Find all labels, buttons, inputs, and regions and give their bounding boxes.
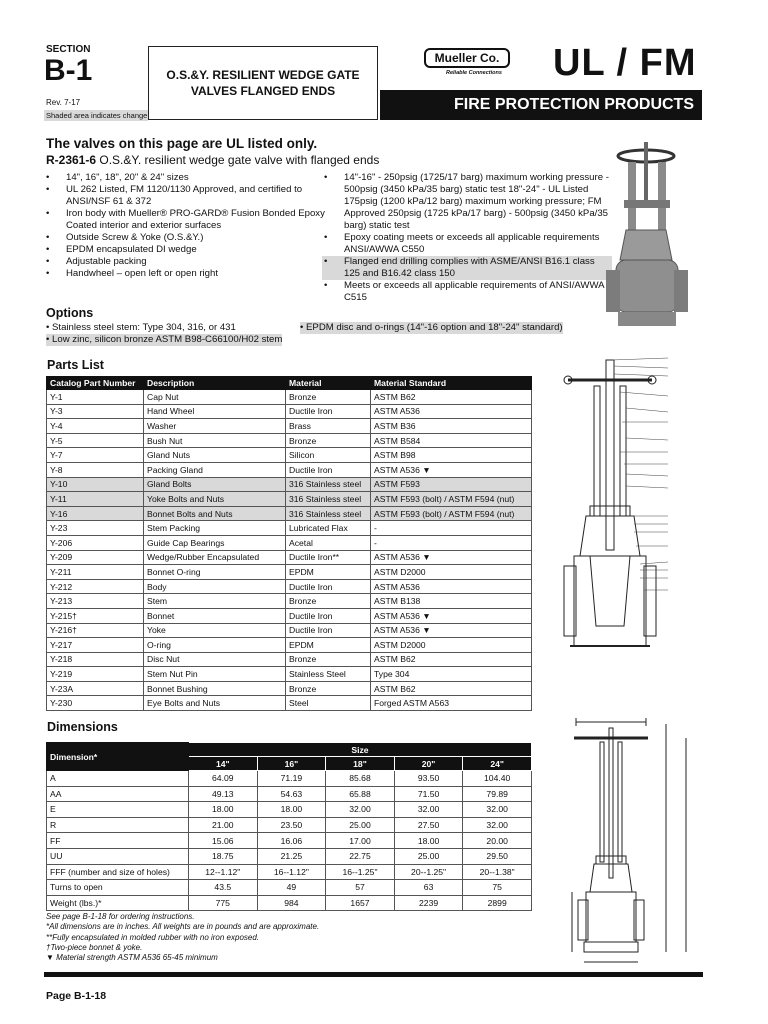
table-cell: 12--1.12" bbox=[189, 864, 258, 880]
table-row bbox=[47, 477, 532, 492]
feature-bullet: • EPDM encapsulated DI wedge bbox=[44, 244, 334, 256]
table-cell: 93.50 bbox=[394, 771, 463, 787]
table-row bbox=[47, 608, 532, 623]
table-cell: Y-218 bbox=[47, 652, 144, 667]
table-cell: 20--1.38" bbox=[463, 864, 532, 880]
table-cell: ASTM F593 (bolt) / ASTM F594 (nut) bbox=[371, 492, 532, 507]
table-cell: Y-16 bbox=[47, 506, 144, 521]
table-cell: 775 bbox=[189, 895, 258, 911]
table-cell: Y-206 bbox=[47, 535, 144, 550]
table-cell: Gland Bolts bbox=[144, 477, 286, 492]
table-row bbox=[47, 404, 532, 419]
table-cell: Stainless Steel bbox=[286, 667, 371, 682]
table-cell: Y-8 bbox=[47, 462, 144, 477]
listed-notice: The valves on this page are UL listed only. bbox=[46, 136, 318, 151]
size-column-header: 14" bbox=[189, 757, 258, 771]
page-title-line1: O.S.&Y. RESILIENT WEDGE GATE bbox=[166, 68, 360, 82]
table-cell: Y-215† bbox=[47, 608, 144, 623]
table-cell: Y-209 bbox=[47, 550, 144, 565]
table-cell: Hand Wheel bbox=[144, 404, 286, 419]
table-cell: 49 bbox=[257, 880, 326, 896]
size-column-header: 16" bbox=[257, 757, 326, 771]
table-cell: ASTM B138 bbox=[371, 594, 532, 609]
table-cell: Cap Nut bbox=[144, 390, 286, 405]
feature-bullet: • 14"-16" - 250psig (1725/17 barg) maximum working pressure - 500psig (3450 kPa/35 barg) static test 18"-24" - UL Listed 175psig (1200 kPa/12 barg) maximum working pressure; FM Approved 250psig (1725 kPa/17 barg) - 500psig (3450 kPa/35 barg) static test bbox=[322, 172, 612, 232]
dimensions-table bbox=[46, 742, 532, 911]
table-cell: Stem Nut Pin bbox=[144, 667, 286, 682]
section-number: B-1 bbox=[44, 54, 93, 87]
table-cell: ASTM A536 bbox=[371, 579, 532, 594]
table-cell: ASTM F593 (bolt) / ASTM F594 (nut) bbox=[371, 506, 532, 521]
table-cell: 20--1.25" bbox=[394, 864, 463, 880]
category-banner: FIRE PROTECTION PRODUCTS bbox=[380, 90, 702, 120]
features-list-left bbox=[44, 172, 334, 280]
table-row bbox=[47, 848, 532, 864]
feature-bullet: • Adjustable packing bbox=[44, 256, 334, 268]
table-row bbox=[47, 880, 532, 896]
table-cell: 18.75 bbox=[189, 848, 258, 864]
table-cell: Y-23A bbox=[47, 681, 144, 696]
feature-bullet: • Outside Screw & Yoke (O.S.&Y.) bbox=[44, 232, 334, 244]
table-row bbox=[47, 521, 532, 536]
feature-bullet: • Flanged end drilling complies with ASME/ANSI B16.1 class 125 and B16.42 class 150 bbox=[322, 256, 612, 280]
table-cell: 57 bbox=[326, 880, 395, 896]
feature-bullet: • Iron body with Mueller® PRO-GARD® Fusion Bonded Epoxy Coated interior and exterior surfaces bbox=[44, 208, 334, 232]
table-row bbox=[47, 864, 532, 880]
table-row bbox=[47, 623, 532, 638]
table-row bbox=[47, 652, 532, 667]
table-cell: 25.00 bbox=[394, 848, 463, 864]
feature-bullet: • Handwheel – open left or open right bbox=[44, 268, 334, 280]
dimension-label: Turns to open bbox=[47, 880, 189, 896]
column-header: Material Standard bbox=[371, 377, 532, 390]
table-cell: Stem Packing bbox=[144, 521, 286, 536]
table-cell: 75 bbox=[463, 880, 532, 896]
table-cell: Yoke bbox=[144, 623, 286, 638]
size-column-header: 20" bbox=[394, 757, 463, 771]
table-cell: Bronze bbox=[286, 433, 371, 448]
table-cell: Type 304 bbox=[371, 667, 532, 682]
model-description: O.S.&Y. resilient wedge gate valve with flanged ends bbox=[99, 153, 380, 167]
table-cell: 32.00 bbox=[463, 817, 532, 833]
size-column-header: 18" bbox=[326, 757, 395, 771]
table-cell: ASTM B98 bbox=[371, 448, 532, 463]
table-cell: Gland Nuts bbox=[144, 448, 286, 463]
revision-label: Rev. 7-17 bbox=[46, 98, 81, 107]
parts-list-heading: Parts List bbox=[47, 358, 104, 372]
table-cell: 2899 bbox=[463, 895, 532, 911]
table-cell: 18.00 bbox=[394, 833, 463, 849]
table-cell: 64.09 bbox=[189, 771, 258, 787]
shaded-change-note: Shaded area indicates change bbox=[46, 111, 148, 120]
table-row bbox=[47, 550, 532, 565]
table-cell: EPDM bbox=[286, 565, 371, 580]
footnote: ▼ Material strength ASTM A536 65-45 minimum bbox=[46, 953, 218, 963]
table-cell: Lubricated Flax bbox=[286, 521, 371, 536]
dimension-label: A bbox=[47, 771, 189, 787]
section-label: SECTION bbox=[46, 44, 91, 55]
table-cell: 16.06 bbox=[257, 833, 326, 849]
model-line bbox=[46, 153, 379, 167]
table-cell: Disc Nut bbox=[144, 652, 286, 667]
table-cell: 23.50 bbox=[257, 817, 326, 833]
feature-bullet: • Epoxy coating meets or exceeds all applicable requirements ANSI/AWWA C550 bbox=[322, 232, 612, 256]
table-row bbox=[47, 448, 532, 463]
table-cell: Ductile Iron bbox=[286, 404, 371, 419]
table-cell: ASTM B36 bbox=[371, 419, 532, 434]
table-cell: Bonnet bbox=[144, 608, 286, 623]
table-cell: Brass bbox=[286, 419, 371, 434]
table-cell: ASTM A536 bbox=[371, 404, 532, 419]
footnote: **Fully encapsulated in molded rubber with no iron exposed. bbox=[46, 932, 260, 942]
table-cell: 43.5 bbox=[189, 880, 258, 896]
table-cell: 104.40 bbox=[463, 771, 532, 787]
table-row bbox=[47, 667, 532, 682]
table-cell: Y-230 bbox=[47, 696, 144, 711]
table-cell: Y-219 bbox=[47, 667, 144, 682]
table-cell: Ductile Iron bbox=[286, 579, 371, 594]
table-row bbox=[47, 579, 532, 594]
table-cell: Y-1 bbox=[47, 390, 144, 405]
table-cell: Bronze bbox=[286, 681, 371, 696]
table-cell: Y-4 bbox=[47, 419, 144, 434]
dimension-label: R bbox=[47, 817, 189, 833]
page-title-box bbox=[148, 46, 378, 120]
table-cell: Bronze bbox=[286, 594, 371, 609]
footer-rule bbox=[44, 972, 703, 977]
table-cell: Silicon bbox=[286, 448, 371, 463]
table-row bbox=[47, 492, 532, 507]
table-cell: Packing Gland bbox=[144, 462, 286, 477]
table-cell: ASTM B62 bbox=[371, 390, 532, 405]
table-cell: Ductile Iron bbox=[286, 623, 371, 638]
table-cell: Y-11 bbox=[47, 492, 144, 507]
table-cell: Bonnet Bolts and Nuts bbox=[144, 506, 286, 521]
footnote: †Two-piece bonnet & yoke. bbox=[46, 942, 143, 952]
table-cell: Bronze bbox=[286, 390, 371, 405]
feature-bullet: • Meets or exceeds all applicable requirements of ANSI/AWWA C515 bbox=[322, 280, 612, 304]
valve-dimension-drawing bbox=[566, 716, 706, 972]
table-cell: Bonnet Bushing bbox=[144, 681, 286, 696]
table-row bbox=[47, 895, 532, 911]
table-cell: 49.13 bbox=[189, 786, 258, 802]
column-header: Material bbox=[286, 377, 371, 390]
table-cell: 32.00 bbox=[463, 802, 532, 818]
brand-logo: Mueller Co. bbox=[424, 48, 510, 68]
table-cell: Steel bbox=[286, 696, 371, 711]
table-cell: ASTM B62 bbox=[371, 652, 532, 667]
footnote: *All dimensions are in inches. All weights are in pounds and are approximate. bbox=[46, 922, 320, 932]
dimension-label: UU bbox=[47, 848, 189, 864]
table-cell: 85.68 bbox=[326, 771, 395, 787]
table-cell: ASTM F593 bbox=[371, 477, 532, 492]
table-cell: 18.00 bbox=[257, 802, 326, 818]
valve-cutaway-drawing bbox=[560, 356, 710, 706]
table-row bbox=[47, 462, 532, 477]
table-cell: 21.25 bbox=[257, 848, 326, 864]
table-cell: 20.00 bbox=[463, 833, 532, 849]
table-cell: 18.00 bbox=[189, 802, 258, 818]
table-cell: ASTM D2000 bbox=[371, 565, 532, 580]
table-cell: 71.50 bbox=[394, 786, 463, 802]
features-list-right bbox=[322, 172, 612, 304]
table-row bbox=[47, 433, 532, 448]
table-cell: ASTM D2000 bbox=[371, 638, 532, 653]
table-row bbox=[47, 390, 532, 405]
dimension-label: FFF (number and size of holes) bbox=[47, 864, 189, 880]
option-item: • EPDM disc and o-rings (14"-16 option and 18"-24" standard) bbox=[300, 322, 563, 333]
table-cell: EPDM bbox=[286, 638, 371, 653]
table-cell: Ductile Iron bbox=[286, 608, 371, 623]
table-cell: Yoke Bolts and Nuts bbox=[144, 492, 286, 507]
table-cell: 63 bbox=[394, 880, 463, 896]
table-cell: ASTM A536 ▼ bbox=[371, 462, 532, 477]
table-row bbox=[47, 817, 532, 833]
table-cell: Y-10 bbox=[47, 477, 144, 492]
table-cell: 32.00 bbox=[326, 802, 395, 818]
table-cell: Y-212 bbox=[47, 579, 144, 594]
table-cell: Y-216† bbox=[47, 623, 144, 638]
table-cell: Wedge/Rubber Encapsulated bbox=[144, 550, 286, 565]
table-row bbox=[47, 506, 532, 521]
table-cell: 984 bbox=[257, 895, 326, 911]
model-code: R-2361-6 bbox=[46, 153, 97, 167]
column-header: Description bbox=[144, 377, 286, 390]
table-cell: 16--1.12" bbox=[257, 864, 326, 880]
footnotes bbox=[46, 912, 319, 963]
column-header: Dimension* bbox=[47, 743, 189, 771]
table-cell: Y-3 bbox=[47, 404, 144, 419]
column-header: Catalog Part Number bbox=[47, 377, 144, 390]
dimension-label: E bbox=[47, 802, 189, 818]
table-cell: Y-213 bbox=[47, 594, 144, 609]
table-cell: 17.00 bbox=[326, 833, 395, 849]
parts-table bbox=[46, 376, 532, 711]
table-cell: 71.19 bbox=[257, 771, 326, 787]
page-number: Page B-1-18 bbox=[46, 990, 107, 1002]
table-cell: 32.00 bbox=[394, 802, 463, 818]
table-cell: ASTM B62 bbox=[371, 681, 532, 696]
table-cell: Y-5 bbox=[47, 433, 144, 448]
table-cell: - bbox=[371, 521, 532, 536]
option-item: • Stainless steel stem: Type 304, 316, or 431 bbox=[46, 322, 236, 333]
valve-product-photo bbox=[600, 140, 704, 330]
table-row bbox=[47, 696, 532, 711]
table-cell: ASTM A536 ▼ bbox=[371, 608, 532, 623]
parts-header-row bbox=[47, 377, 532, 390]
table-cell: O-ring bbox=[144, 638, 286, 653]
table-cell: ASTM A536 ▼ bbox=[371, 550, 532, 565]
table-cell: Bonnet O-ring bbox=[144, 565, 286, 580]
size-header: Size bbox=[189, 743, 532, 757]
table-cell: 16--1.25" bbox=[326, 864, 395, 880]
table-row bbox=[47, 594, 532, 609]
table-cell: Forged ASTM A563 bbox=[371, 696, 532, 711]
table-cell: Ductile Iron** bbox=[286, 550, 371, 565]
table-cell: 15.06 bbox=[189, 833, 258, 849]
table-row bbox=[47, 565, 532, 580]
table-cell: Stem bbox=[144, 594, 286, 609]
table-row bbox=[47, 833, 532, 849]
table-cell: 27.50 bbox=[394, 817, 463, 833]
table-cell: 54.63 bbox=[257, 786, 326, 802]
options-heading: Options bbox=[46, 306, 94, 320]
dimension-label: Weight (lbs.)* bbox=[47, 895, 189, 911]
table-cell: Eye Bolts and Nuts bbox=[144, 696, 286, 711]
brand-tagline: Reliable Connections bbox=[446, 70, 502, 76]
dimensions-heading: Dimensions bbox=[47, 720, 118, 734]
table-cell: 79.89 bbox=[463, 786, 532, 802]
table-cell: Bronze bbox=[286, 652, 371, 667]
option-item: • Low zinc, silicon bronze ASTM B98-C66100/H02 stem bbox=[46, 334, 283, 345]
listing-badge: UL / FM bbox=[553, 42, 697, 84]
table-row bbox=[47, 638, 532, 653]
table-cell: Bush Nut bbox=[144, 433, 286, 448]
table-cell: 22.75 bbox=[326, 848, 395, 864]
table-row bbox=[47, 419, 532, 434]
table-cell: - bbox=[371, 535, 532, 550]
table-cell: 1657 bbox=[326, 895, 395, 911]
table-cell: Y-217 bbox=[47, 638, 144, 653]
feature-bullet: • 14", 16", 18", 20" & 24" sizes bbox=[44, 172, 334, 184]
table-cell: Acetal bbox=[286, 535, 371, 550]
table-cell: ASTM B584 bbox=[371, 433, 532, 448]
table-cell: ASTM A536 ▼ bbox=[371, 623, 532, 638]
table-cell: 2239 bbox=[394, 895, 463, 911]
dimensions-header-row bbox=[47, 743, 532, 757]
table-row bbox=[47, 681, 532, 696]
feature-bullet: • UL 262 Listed, FM 1120/1130 Approved, and certified to ANSI/NSF 61 & 372 bbox=[44, 184, 334, 208]
table-row bbox=[47, 771, 532, 787]
page-title-line2: VALVES FLANGED ENDS bbox=[190, 84, 336, 98]
table-cell: 316 Stainless steel bbox=[286, 477, 371, 492]
table-row bbox=[47, 786, 532, 802]
table-cell: Washer bbox=[144, 419, 286, 434]
table-cell: 316 Stainless steel bbox=[286, 506, 371, 521]
table-cell: Y-23 bbox=[47, 521, 144, 536]
table-cell: 25.00 bbox=[326, 817, 395, 833]
dimension-label: FF bbox=[47, 833, 189, 849]
dimension-label: AA bbox=[47, 786, 189, 802]
table-cell: Y-211 bbox=[47, 565, 144, 580]
table-cell: Ductile Iron bbox=[286, 462, 371, 477]
table-cell: Body bbox=[144, 579, 286, 594]
table-cell: Y-7 bbox=[47, 448, 144, 463]
table-row bbox=[47, 802, 532, 818]
table-cell: 316 Stainless steel bbox=[286, 492, 371, 507]
table-cell: 65.88 bbox=[326, 786, 395, 802]
size-column-header: 24" bbox=[463, 757, 532, 771]
footnote: See page B-1-18 for ordering instructions. bbox=[46, 912, 195, 921]
table-row bbox=[47, 535, 532, 550]
table-cell: 21.00 bbox=[189, 817, 258, 833]
table-cell: Guide Cap Bearings bbox=[144, 535, 286, 550]
table-cell: 29.50 bbox=[463, 848, 532, 864]
